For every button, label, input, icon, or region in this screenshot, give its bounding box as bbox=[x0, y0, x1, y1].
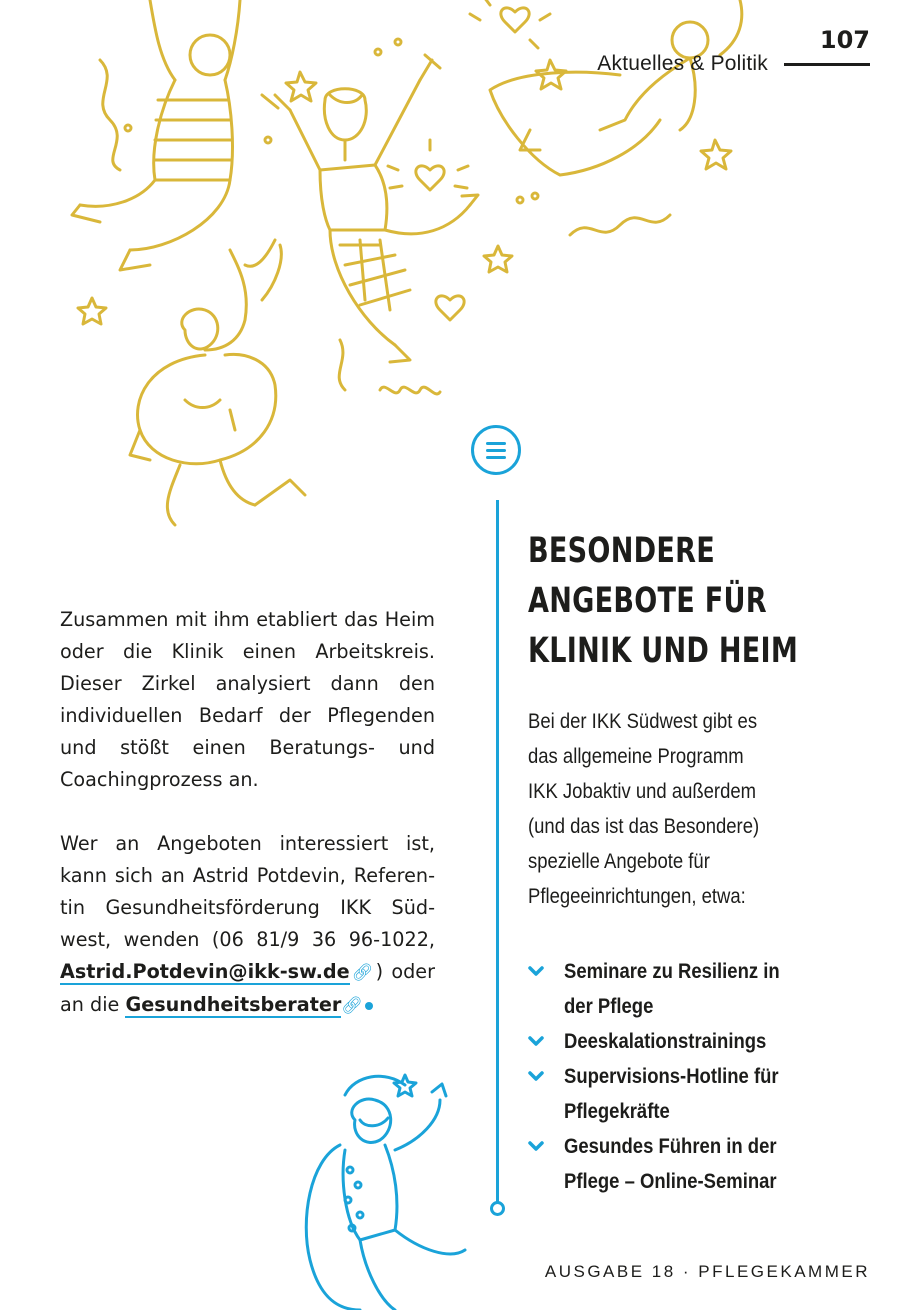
title-line: ANGEBOTE FÜR bbox=[528, 581, 767, 621]
offer-line: Supervisions-Hotline für bbox=[564, 1065, 779, 1088]
offer-line: Seminare zu Resilienz in bbox=[564, 960, 780, 983]
page-header bbox=[580, 26, 870, 76]
section-label: Aktuelles & Politik bbox=[597, 52, 768, 75]
list-item bbox=[528, 1024, 878, 1059]
intro-line: spezielle Angebote für bbox=[528, 850, 710, 873]
offer-line: der Pflege bbox=[564, 995, 654, 1018]
intro-line: Pflegeeinrichtungen, etwa: bbox=[528, 885, 746, 908]
page-footer: AUSGABE 18 · PFLEGEKAMMER bbox=[544, 1262, 870, 1281]
email-link[interactable]: Astrid.Potdevin@ikk-sw.de bbox=[60, 960, 350, 983]
link-icon: 🔗︎ bbox=[349, 963, 376, 983]
paragraph-2-text: Wer an Angeboten interessiert ist, kann sich an Astrid Potdevin, Referentin Gesundheitsförderung IKK Südwest, wenden (06 81/9 36 96-1022, bbox=[60, 832, 435, 951]
title-line: KLINIK UND HEIM bbox=[528, 631, 799, 671]
sidebar-divider bbox=[496, 500, 499, 1202]
info-box-title bbox=[528, 526, 812, 676]
list-item bbox=[528, 954, 878, 1024]
chevron-down-icon bbox=[528, 1069, 544, 1083]
page-number: 107 bbox=[819, 26, 870, 54]
offer-line: Pflegekräfte bbox=[564, 1100, 670, 1123]
info-box bbox=[528, 526, 878, 1199]
offers-list bbox=[528, 954, 878, 1199]
intro-line: IKK Jobaktiv und außerdem bbox=[528, 780, 757, 803]
info-box-intro bbox=[528, 704, 818, 914]
paragraph-2-mid: ) oder an die bbox=[60, 960, 435, 1016]
chevron-down-icon bbox=[528, 1034, 544, 1048]
doodle-figure-checked bbox=[262, 55, 478, 362]
offer-line: Gesundes Führen in der bbox=[564, 1135, 777, 1158]
header-rule bbox=[784, 63, 870, 66]
menu-icon[interactable] bbox=[471, 425, 521, 475]
intro-line: (und das ist das Besondere) bbox=[528, 815, 760, 838]
intro-line: Bei der IKK Südwest gibt es bbox=[528, 710, 758, 733]
paragraph-2 bbox=[60, 828, 435, 1022]
list-item bbox=[528, 1059, 878, 1129]
divider-end-circle bbox=[490, 1201, 505, 1216]
paragraph-1: Zusammen mit ihm etabliert das Heim oder die Klinik einen Arbeitskreis. Dieser Zirkel analysiert dann den individuellen Bedarf der Pflegenden und stößt einen Beratungs- und Coachingprozess an. bbox=[60, 608, 435, 791]
advisor-link[interactable]: Gesundheitsberater bbox=[125, 993, 342, 1016]
menu-bar bbox=[486, 449, 506, 452]
intro-line: das allgemeine Programm bbox=[528, 745, 744, 768]
doodle-figure-striped bbox=[72, 0, 240, 270]
chevron-down-icon bbox=[528, 1139, 544, 1153]
list-item bbox=[528, 1129, 878, 1199]
doodle-figure-round bbox=[130, 240, 305, 525]
menu-bar bbox=[486, 456, 506, 459]
link-icon: 🔗︎ bbox=[341, 996, 363, 1016]
doodle-figure-blue bbox=[306, 1075, 465, 1310]
menu-bar bbox=[486, 442, 506, 445]
article-body bbox=[60, 604, 435, 1054]
offer-line: Pflege – Online-Seminar bbox=[564, 1170, 777, 1193]
title-line: BESONDERE bbox=[528, 531, 715, 571]
offer-line: Deeskalationstrainings bbox=[564, 1030, 767, 1053]
chevron-down-icon bbox=[528, 964, 544, 978]
bullet-dot bbox=[365, 1002, 373, 1010]
